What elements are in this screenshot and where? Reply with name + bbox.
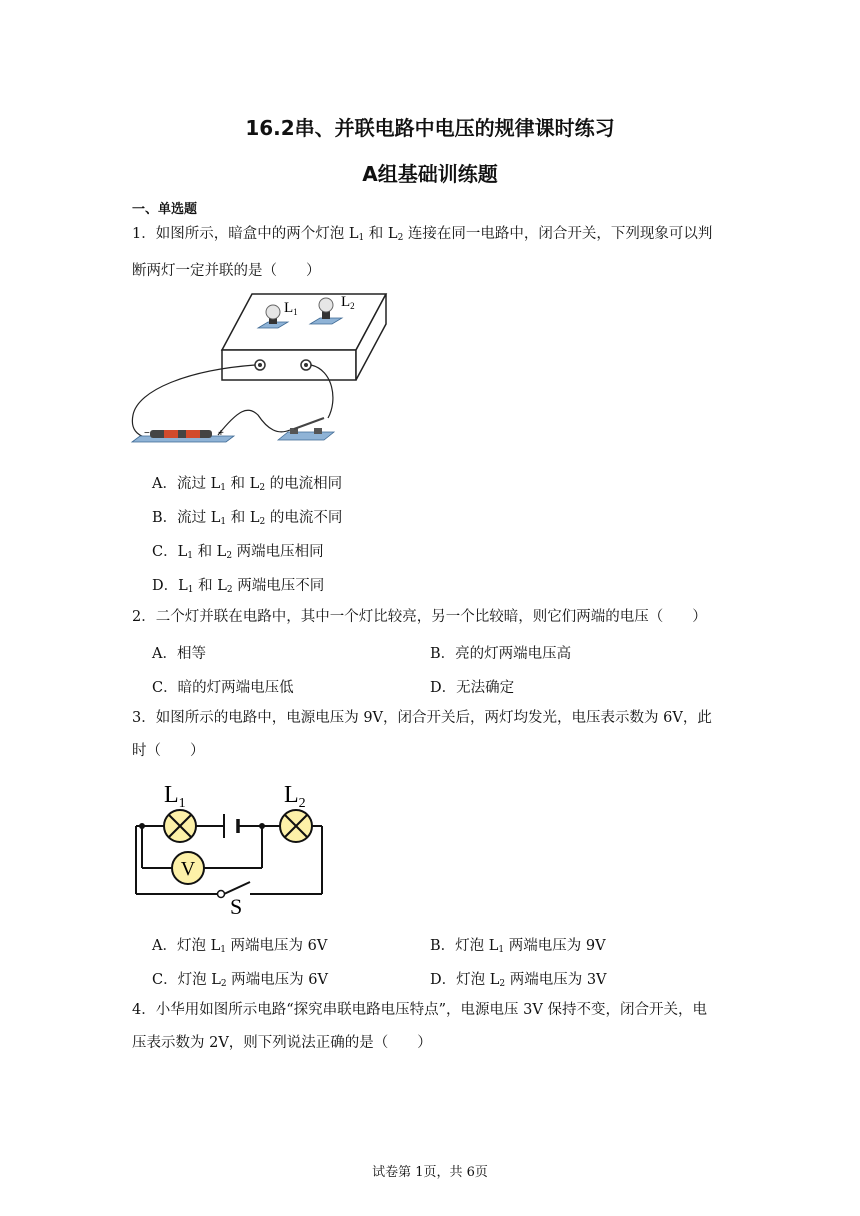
q3-option-d[interactable]: D．灯泡 $L_2$ 两端电压为 3V	[430, 972, 607, 989]
section-heading: 一、单选题	[132, 202, 198, 217]
q1-option-c[interactable]: C．$L_1$ 和 $L_2$ 两端电压相同	[152, 544, 324, 561]
svg-text:−: −	[144, 428, 150, 439]
lamp-1-label: $L_1$	[284, 300, 298, 317]
page-footer: 试卷第 1页，共 6页	[372, 1165, 488, 1180]
lamp-l2-icon	[280, 810, 312, 842]
q2-option-d[interactable]: D．无法确定	[430, 680, 515, 696]
switch-icon	[278, 418, 334, 440]
q1-option-d[interactable]: D．$L_1$ 和 $L_2$ 两端电压不同	[152, 578, 325, 595]
q3-option-b[interactable]: B．灯泡 $L_1$ 两端电压为 9V	[430, 938, 606, 955]
svg-text:+: +	[218, 428, 224, 439]
question-1-stem: 1．如图所示，暗盒中的两个灯泡 $L_1$ 和 $L_2$ 连接在同一电路中，闭合开关，下列现象可以判 断两灯一定并联的是（ ）	[132, 226, 713, 279]
q1-option-b[interactable]: B．流过 $L_1$ 和 $L_2$ 的电流不同	[152, 510, 343, 527]
l1-label: $L_1$	[164, 782, 186, 811]
q1-option-a[interactable]: A．流过 $L_1$ 和 $L_2$ 的电流相同	[152, 476, 343, 493]
question-4-stem: 4．小华用如图所示电路“探究串联电路电压特点”，电源电压 3V 保持不变，闭合开关，电 压表示数为 2V，则下列说法正确的是（ ）	[132, 1002, 707, 1051]
q3-option-c[interactable]: C．灯泡 $L_2$ 两端电压为 6V	[152, 972, 328, 989]
question-3-stem: 3．如图所示的电路中，电源电压为 9V，闭合开关后，两灯均发光，电压表示数为 6V，此 时（ ）	[132, 710, 712, 759]
voltmeter-icon	[172, 852, 204, 884]
series-circuit-figure	[128, 778, 332, 918]
l2-label: $L_2$	[284, 782, 306, 811]
page-subtitle: A组基础训练题	[362, 162, 498, 186]
q2-option-b[interactable]: B．亮的灯两端电压高	[430, 646, 572, 662]
switch-label: S	[230, 894, 243, 918]
svg-text:V: V	[180, 858, 196, 880]
lamp-l1-icon	[164, 810, 196, 842]
lamp-2-label: $L_2$	[341, 294, 355, 311]
q2-option-a[interactable]: A．相等	[152, 646, 206, 662]
page-title: 16.2串、并联电路中电压的规律课时练习	[245, 116, 615, 140]
q2-option-c[interactable]: C．暗的灯两端电压低	[152, 680, 294, 696]
question-2-stem: 2．二个灯并联在电路中，其中一个灯比较亮，另一个比较暗，则它们两端的电压（ ）	[132, 609, 707, 625]
q3-option-a[interactable]: A．灯泡 $L_1$ 两端电压为 6V	[152, 938, 328, 955]
black-box-circuit-figure	[128, 290, 392, 450]
